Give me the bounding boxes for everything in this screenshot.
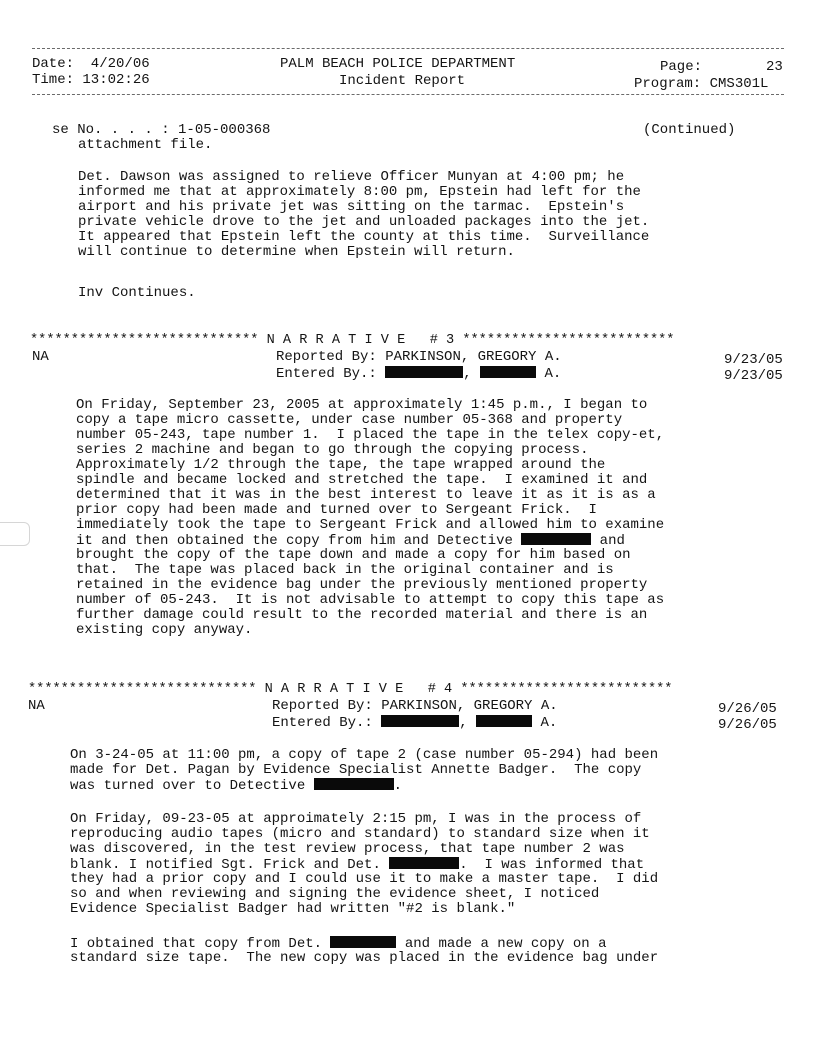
agency-name: PALM BEACH POLICE DEPARTMENT <box>280 56 516 72</box>
narrative-3-line: number 05-243, tape number 1. I placed the tape in the telex copy-et, <box>76 427 665 443</box>
narrative-4-line: I obtained that copy from Det. and made a new copy on a <box>70 936 607 952</box>
redaction-bar <box>480 366 536 378</box>
narrative-3-reported <box>276 350 562 364</box>
narrative-3-reported-date: 9/23/05 <box>724 352 783 368</box>
report-type: Incident Report <box>339 73 466 89</box>
redaction-bar <box>314 778 394 790</box>
narrative-3-line: copy a tape micro cassette, under case number 05-368 and property <box>76 412 623 428</box>
redaction-bar <box>389 857 459 869</box>
narrative-3-entered <box>276 366 561 381</box>
reported-by-name: PARKINSON, GREGORY A. <box>385 349 562 365</box>
narrative-4-line: blank. I notified Sgt. Frick and Det. . I was informed that <box>70 857 645 873</box>
narrative-3-line: brought the copy of the tape down and made a copy for him based on <box>76 547 631 563</box>
narrative-4-code: NA <box>28 698 45 714</box>
program-line: Program: CMS301L <box>634 76 769 92</box>
header-top-rule <box>32 48 784 49</box>
redaction-bar <box>385 366 463 378</box>
narrative-3-line: spindle and became locked and stretched the tape. I examined it and <box>76 472 648 488</box>
narrative-4-line: was discovered, in the test review process, that tape number 2 was <box>70 841 625 857</box>
case-number: se No. . . . : 1-05-000368 <box>52 122 271 138</box>
narrative-4-line: made for Det. Pagan by Evidence Specialist Annette Badger. The copy <box>70 762 642 778</box>
narrative-3-line: On Friday, September 23, 2005 at approximately 1:45 p.m., I began to <box>76 397 648 413</box>
narrative-3-line: existing copy anyway. <box>76 622 253 638</box>
narrative-3-entered-date: 9/23/05 <box>724 368 783 384</box>
prior-line: will continue to determine when Epstein will return. <box>78 244 515 260</box>
reported-by-label: Reported By: <box>272 698 373 714</box>
narrative-4-entered <box>272 715 557 730</box>
narrative-4-line: they had a prior copy and I could use it to make a master tape. I did <box>70 871 659 887</box>
narrative-3-line: immediately took the tape to Sergeant Frick and allowed him to examine <box>76 517 665 533</box>
narrative-3-line: number of 05-243. It is not advisable to attempt to copy this tape as <box>76 592 665 608</box>
narrative-4-reported-date: 9/26/05 <box>718 701 777 717</box>
narrative-3-line: further damage could result to the recorded material and there is an <box>76 607 648 623</box>
narrative-3-banner: **************************** N A R R A T I V E # 3 ************************** <box>30 333 675 348</box>
report-date: Date: 4/20/06 <box>32 56 150 72</box>
entered-by-label: Entered By.: <box>272 715 373 731</box>
prior-line: informed me that at approximately 8:00 pm, Epstein had left for the <box>78 184 641 200</box>
scan-artifact <box>0 522 30 546</box>
redaction-bar <box>381 715 459 727</box>
page-label: Page: <box>660 59 703 75</box>
narrative-3-line: it and then obtained the copy from him and Detective and <box>76 533 625 549</box>
header-bottom-rule <box>32 94 784 95</box>
prior-line: airport and his private jet was sitting on the tarmac. Epstein's <box>78 199 625 215</box>
narrative-4-line: reproducing audio tapes (micro and standard) to standard size when it <box>70 826 650 842</box>
prior-line: private vehicle drove to the jet and unloaded packages into the jet. <box>78 214 650 230</box>
report-time: Time: 13:02:26 <box>32 72 150 88</box>
entered-initial: A. <box>544 366 562 382</box>
prior-line: Det. Dawson was assigned to relieve Officer Munyan at 4:00 pm; he <box>78 169 625 185</box>
redaction-bar <box>330 936 396 948</box>
narrative-3-line: retained in the evidence bag under the previously mentioned property <box>76 577 648 593</box>
narrative-4-line: Evidence Specialist Badger had written "#2 is blank." <box>70 901 516 917</box>
reported-by-label: Reported By: <box>276 349 377 365</box>
narrative-4-line: standard size tape. The new copy was placed in the evidence bag under <box>70 950 659 966</box>
inv-continues: Inv Continues. <box>78 285 196 301</box>
narrative-3-line: series 2 machine and began to go through the copying process. <box>76 442 589 458</box>
entered-sep: , <box>463 366 472 382</box>
narrative-3-code: NA <box>32 349 49 365</box>
entered-initial: A. <box>540 715 558 731</box>
attachment-line: attachment file. <box>78 137 213 153</box>
narrative-4-line: On Friday, 09-23-05 at approimately 2:15 pm, I was in the process of <box>70 811 642 827</box>
entered-by-label: Entered By.: <box>276 366 377 382</box>
narrative-4-line: so and when reviewing and signing the evidence sheet, I noticed <box>70 886 600 902</box>
narrative-3-line: determined that it was in the best interest to leave it as it is as a <box>76 487 656 503</box>
narrative-4-reported <box>272 699 558 713</box>
narrative-4-banner: **************************** N A R R A T I V E # 4 ************************** <box>28 682 673 697</box>
redaction-bar <box>476 715 532 727</box>
page-number: 23 <box>766 59 783 75</box>
narrative-3-line: Approximately 1/2 through the tape, the tape wrapped around the <box>76 457 606 473</box>
narrative-3-line: that. The tape was placed back in the original container and is <box>76 562 614 578</box>
entered-sep: , <box>459 715 468 731</box>
narrative-4-entered-date: 9/26/05 <box>718 717 777 733</box>
prior-line: It appeared that Epstein left the county at this time. Surveillance <box>78 229 650 245</box>
continued-label: (Continued) <box>643 122 736 138</box>
narrative-3-line: prior copy had been made and turned over to Sergeant Frick. I <box>76 502 597 518</box>
narrative-4-line: was turned over to Detective . <box>70 778 403 794</box>
reported-by-name: PARKINSON, GREGORY A. <box>381 698 558 714</box>
redaction-bar <box>521 533 591 545</box>
narrative-4-line: On 3-24-05 at 11:00 pm, a copy of tape 2 (case number 05-294) had been <box>70 747 659 763</box>
